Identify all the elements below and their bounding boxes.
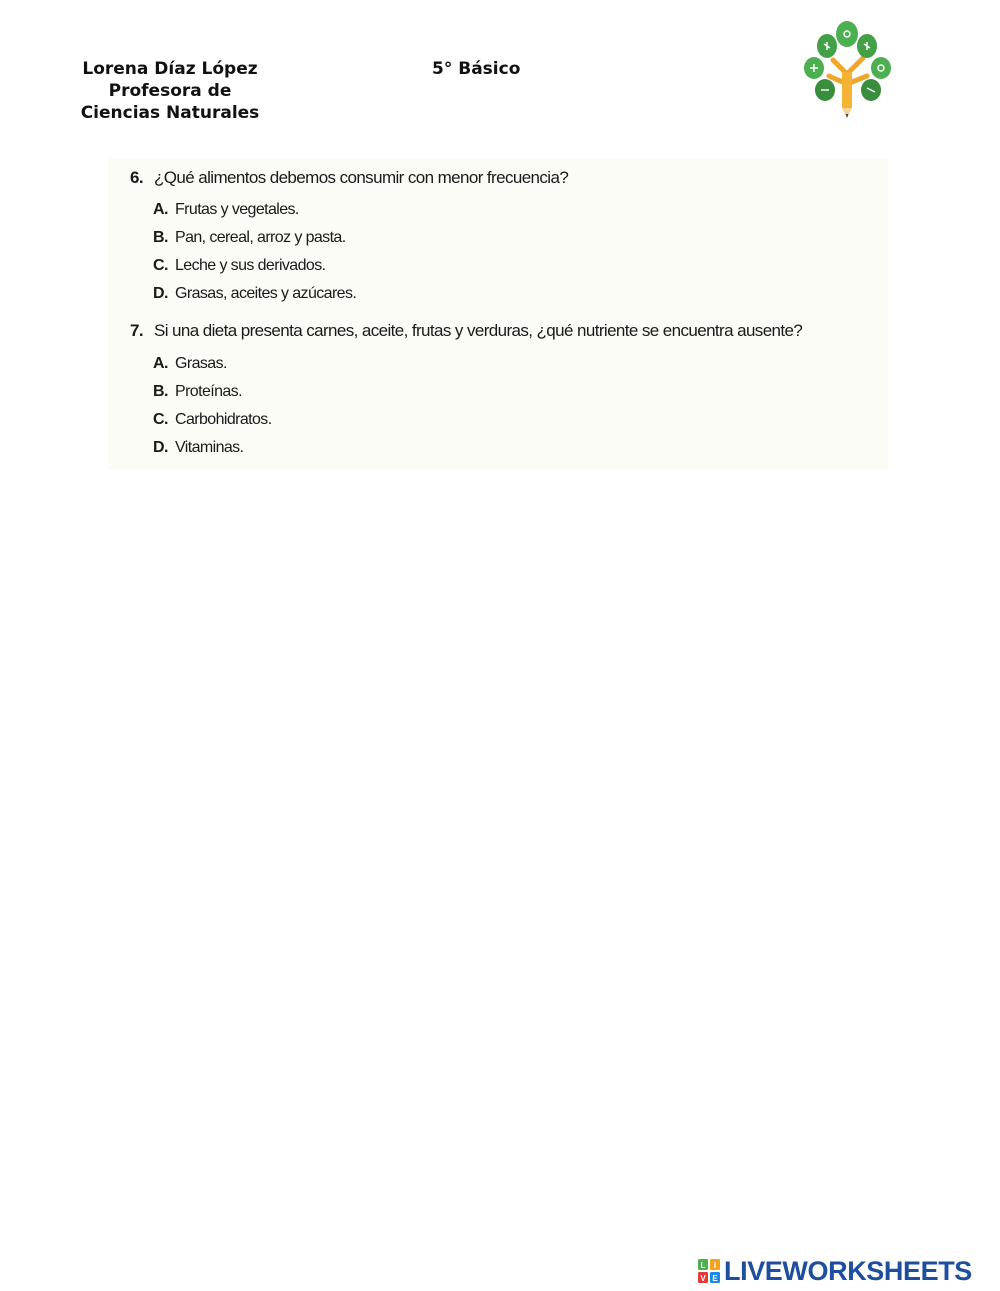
option-letter: D. — [153, 439, 168, 456]
svg-text:E: E — [712, 1274, 718, 1283]
question-6 — [130, 168, 568, 188]
option-letter: D. — [153, 285, 168, 302]
q6-option-c — [153, 257, 325, 275]
option-text: Frutas y vegetales. — [175, 201, 299, 218]
liveworksheets-wordmark: LIVEWORKSHEETS — [724, 1256, 972, 1286]
option-text: Vitaminas. — [175, 439, 244, 456]
liveworksheets-logo-icon — [698, 1259, 720, 1283]
svg-text:V: V — [700, 1274, 706, 1283]
option-text: Pan, cereal, arroz y pasta. — [175, 229, 346, 246]
option-text: Proteínas. — [175, 383, 242, 400]
option-letter: A. — [153, 201, 168, 218]
tree-pencil-logo-icon — [797, 14, 903, 124]
option-text: Carbohidratos. — [175, 411, 272, 428]
option-letter: B. — [153, 229, 168, 246]
option-letter: C. — [153, 411, 168, 428]
grade-level: 5° Básico — [432, 59, 521, 79]
svg-text:L: L — [700, 1261, 706, 1270]
option-text: Grasas. — [175, 355, 227, 372]
q7-option-c — [153, 411, 272, 429]
option-letter: A. — [153, 355, 168, 372]
svg-text:I: I — [713, 1261, 717, 1270]
question-number: 7. — [130, 321, 143, 340]
questions-panel — [108, 158, 888, 470]
option-text: Leche y sus derivados. — [175, 257, 326, 274]
option-letter: C. — [153, 257, 168, 274]
q6-option-a — [153, 201, 299, 219]
question-number: 6. — [130, 168, 143, 187]
q7-option-a — [153, 355, 227, 373]
teacher-role-line2: Ciencias Naturales — [80, 103, 260, 123]
teacher-role-line1: Profesora de — [108, 81, 232, 101]
question-text: ¿Qué alimentos debemos consumir con menor frecuencia? — [154, 168, 569, 187]
teacher-name: Lorena Díaz López — [82, 59, 258, 79]
option-text: Grasas, aceites y azúcares. — [175, 285, 357, 302]
question-text: Si una dieta presenta carnes, aceite, frutas y verduras, ¿qué nutriente se encuentra ausente? — [154, 321, 803, 340]
option-letter: B. — [153, 383, 168, 400]
question-7 — [130, 321, 802, 341]
q6-option-b — [153, 229, 346, 247]
q7-option-d — [153, 439, 243, 457]
q6-option-d — [153, 285, 356, 303]
q7-option-b — [153, 383, 242, 401]
teacher-info — [70, 58, 270, 124]
